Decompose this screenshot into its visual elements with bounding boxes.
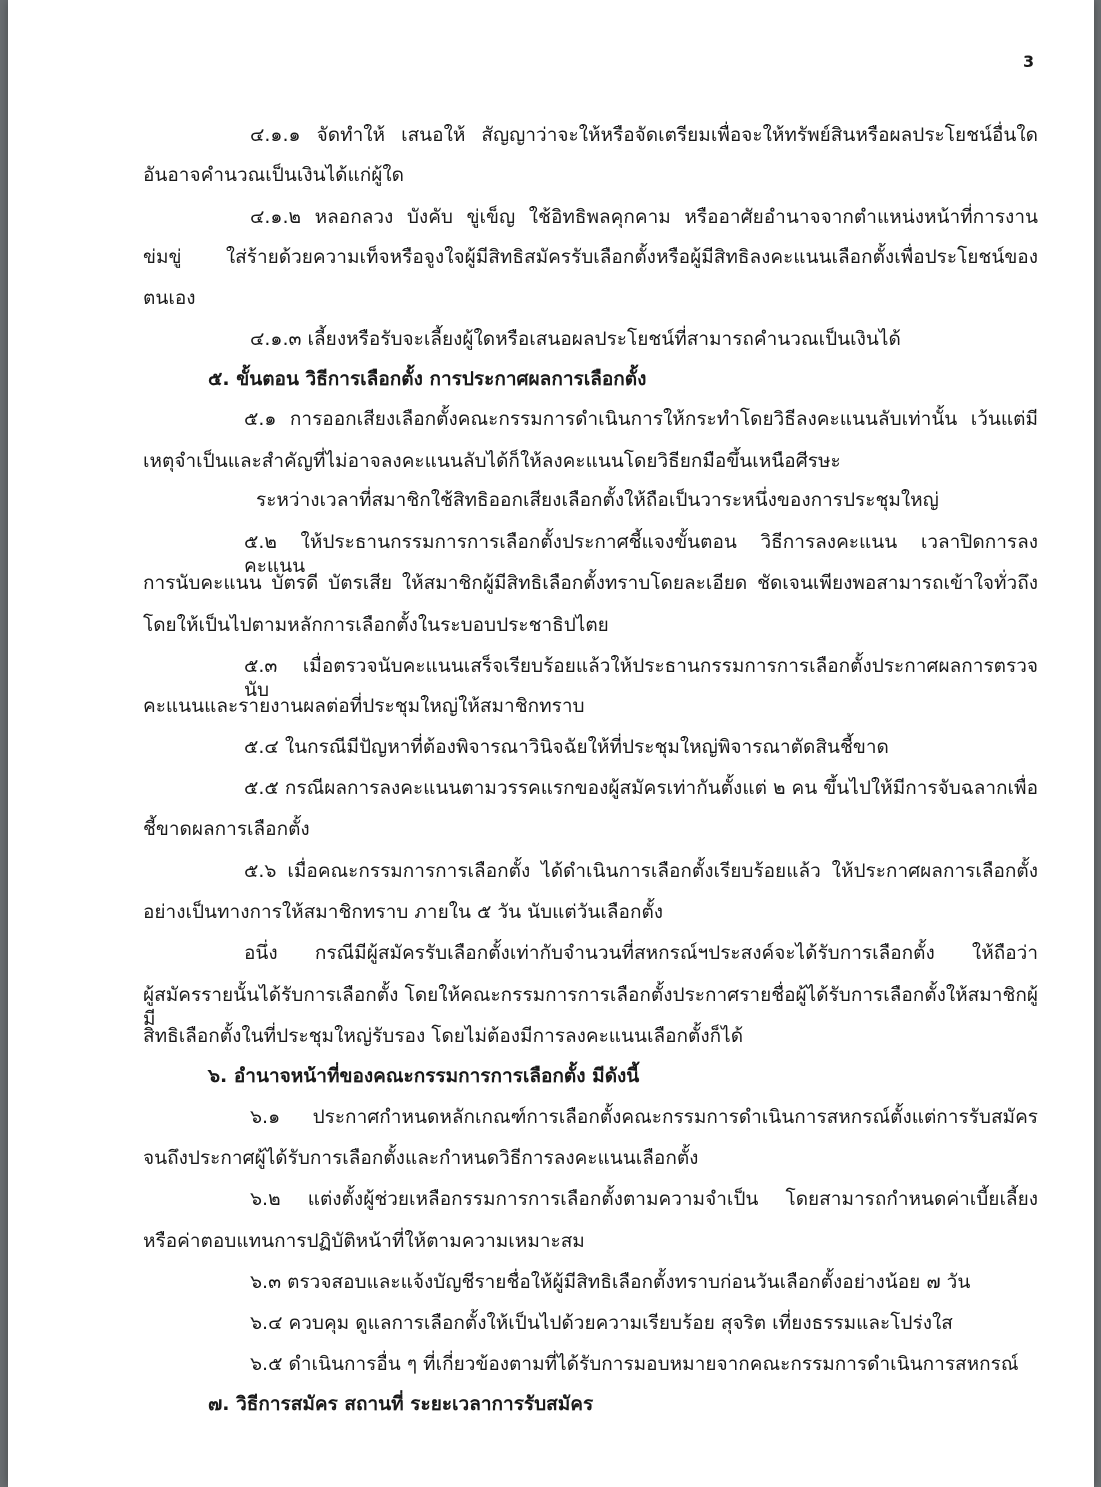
paragraph-line: เหตุจำเป็นและสำคัญที่ไม่อาจลงคะแนนลับได้ก็ให้ลงคะแนนโดยวิธียกมือขึ้นเหนือศีรษะ [143,450,841,472]
paragraph-line: สิทธิเลือกตั้งในที่ประชุมใหญ่รับรอง โดยไม่ต้องมีการลงคะแนนเลือกตั้งก็ได้ [143,1025,744,1047]
section-heading: ๗. วิธีการสมัคร สถานที่ ระยะเวลาการรับสมัคร [208,1393,594,1415]
page-number: 3 [1023,52,1035,71]
paragraph-line: การนับคะแนน บัตรดี บัตรเสีย ให้สมาชิกผู้มีสิทธิเลือกตั้งทราบโดยละเอียด ชัดเจนเพียงพอสามารถเข้าใจทั่วถึง [143,572,1038,594]
paragraph-line: ๕.๑ การออกเสียงเลือกตั้งคณะกรรมการดำเนินการให้กระทำโดยวิธีลงคะแนนลับเท่านั้น เว้นแต่มี [244,408,1038,430]
paragraph-line: ๔.๑.๓ เลี้ยงหรือรับจะเลี้ยงผู้ใดหรือเสนอผลประโยชน์ที่สามารถคำนวณเป็นเงินได้ [250,328,901,350]
paragraph-line: ตนเอง [143,287,196,309]
paragraph-line: คะแนนและรายงานผลต่อที่ประชุมใหญ่ให้สมาชิกทราบ [143,695,585,717]
paragraph-line: ๖.๔ ควบคุม ดูแลการเลือกตั้งให้เป็นไปด้วยความเรียบร้อย สุจริต เที่ยงธรรมและโปร่งใส [250,1312,953,1334]
document-page [8,0,1094,1487]
paragraph-line: อนึ่ง กรณีมีผู้สมัครรับเลือกตั้งเท่ากับจำนวนที่สหกรณ์ฯประสงค์จะได้รับการเลือกตั้ง ให้ถือว่า [244,942,1038,964]
paragraph-line: ๕.๔ ในกรณีมีปัญหาที่ต้องพิจารณาวินิจฉัยให้ที่ประชุมใหญ่พิจารณาตัดสินชี้ขาด [244,736,889,758]
paragraph-line: ๖.๒ แต่งตั้งผู้ช่วยเหลือกรรมการการเลือกตั้งตามความจำเป็น โดยสามารถกำหนดค่าเบี้ยเลี้ยง [250,1188,1038,1210]
paragraph-line: ๖.๓ ตรวจสอบและแจ้งบัญชีรายชื่อให้ผู้มีสิทธิเลือกตั้งทราบก่อนวันเลือกตั้งอย่างน้อย ๗ วัน [250,1271,971,1293]
paragraph-line: อย่างเป็นทางการให้สมาชิกทราบ ภายใน ๕ วัน นับแต่วันเลือกตั้ง [143,901,664,923]
section-heading: ๕. ขั้นตอน วิธีการเลือกตั้ง การประกาศผลการเลือกตั้ง [208,368,647,390]
paragraph-line: ๕.๕ กรณีผลการลงคะแนนตามวรรคแรกของผู้สมัครเท่ากันตั้งแต่ ๒ คน ขึ้นไปให้มีการจับฉลากเพื่อ [244,777,1038,799]
paragraph-line: ชี้ขาดผลการเลือกตั้ง [143,818,310,840]
section-heading: ๖. อำนาจหน้าที่ของคณะกรรมการการเลือกตั้ง มีดังนี้ [208,1065,640,1087]
paragraph-line: ข่มขู่ ใส่ร้ายด้วยความเท็จหรือจูงใจผู้มีสิทธิสมัครรับเลือกตั้งหรือผู้มีสิทธิลงคะแนนเลือกตั้งเพื่อประโยชน์ของ [143,246,1038,268]
paragraph-line: ๔.๑.๑ จัดทำให้ เสนอให้ สัญญาว่าจะให้หรือจัดเตรียมเพื่อจะให้ทรัพย์สินหรือผลประโยชน์อื่นใด [250,124,1038,146]
paragraph-line: ๕.๒ ให้ประธานกรรมการการเลือกตั้งประกาศชี้แจงขั้นตอน วิธีการลงคะแนน เวลาปิดการลงคะแนน [244,531,1038,577]
paragraph-line: โดยให้เป็นไปตามหลักการเลือกตั้งในระบอบประชาธิปไตย [143,614,609,636]
paragraph-line: ๔.๑.๒ หลอกลวง บังคับ ขู่เข็ญ ใช้อิทธิพลคุกคาม หรืออาศัยอำนาจจากตำแหน่งหน้าที่การงาน [250,206,1038,228]
paragraph-line: อันอาจคำนวณเป็นเงินได้แก่ผู้ใด [143,164,404,186]
paragraph-line: ระหว่างเวลาที่สมาชิกใช้สิทธิออกเสียงเลือกตั้งให้ถือเป็นวาระหนึ่งของการประชุมใหญ่ [256,489,939,511]
paragraph-line: ผู้สมัครรายนั้นได้รับการเลือกตั้ง โดยให้คณะกรรมการการเลือกตั้งประกาศรายชื่อผู้ได้รับการเลือกตั้งให้สมาชิกผู้มี [143,984,1038,1030]
paragraph-line: จนถึงประกาศผู้ได้รับการเลือกตั้งและกำหนดวิธีการลงคะแนนเลือกตั้ง [143,1147,699,1169]
paragraph-line: ๖.๕ ดำเนินการอื่น ๆ ที่เกี่ยวข้องตามที่ได้รับการมอบหมายจากคณะกรรมการดำเนินการสหกรณ์ [250,1353,1019,1375]
paragraph-line: ๕.๖ เมื่อคณะกรรมการการเลือกตั้ง ได้ดำเนินการเลือกตั้งเรียบร้อยแล้ว ให้ประกาศผลการเลือกตั้ง [244,860,1038,882]
paragraph-line: ๕.๓ เมื่อตรวจนับคะแนนเสร็จเรียบร้อยแล้วให้ประธานกรรมการการเลือกตั้งประกาศผลการตรวจนับ [244,655,1038,701]
paragraph-line: ๖.๑ ประกาศกำหนดหลักเกณฑ์การเลือกตั้งคณะกรรมการดำเนินการสหกรณ์ตั้งแต่การรับสมัคร [250,1106,1038,1128]
paragraph-line: หรือค่าตอบแทนการปฏิบัติหน้าที่ให้ตามความเหมาะสม [143,1230,585,1252]
